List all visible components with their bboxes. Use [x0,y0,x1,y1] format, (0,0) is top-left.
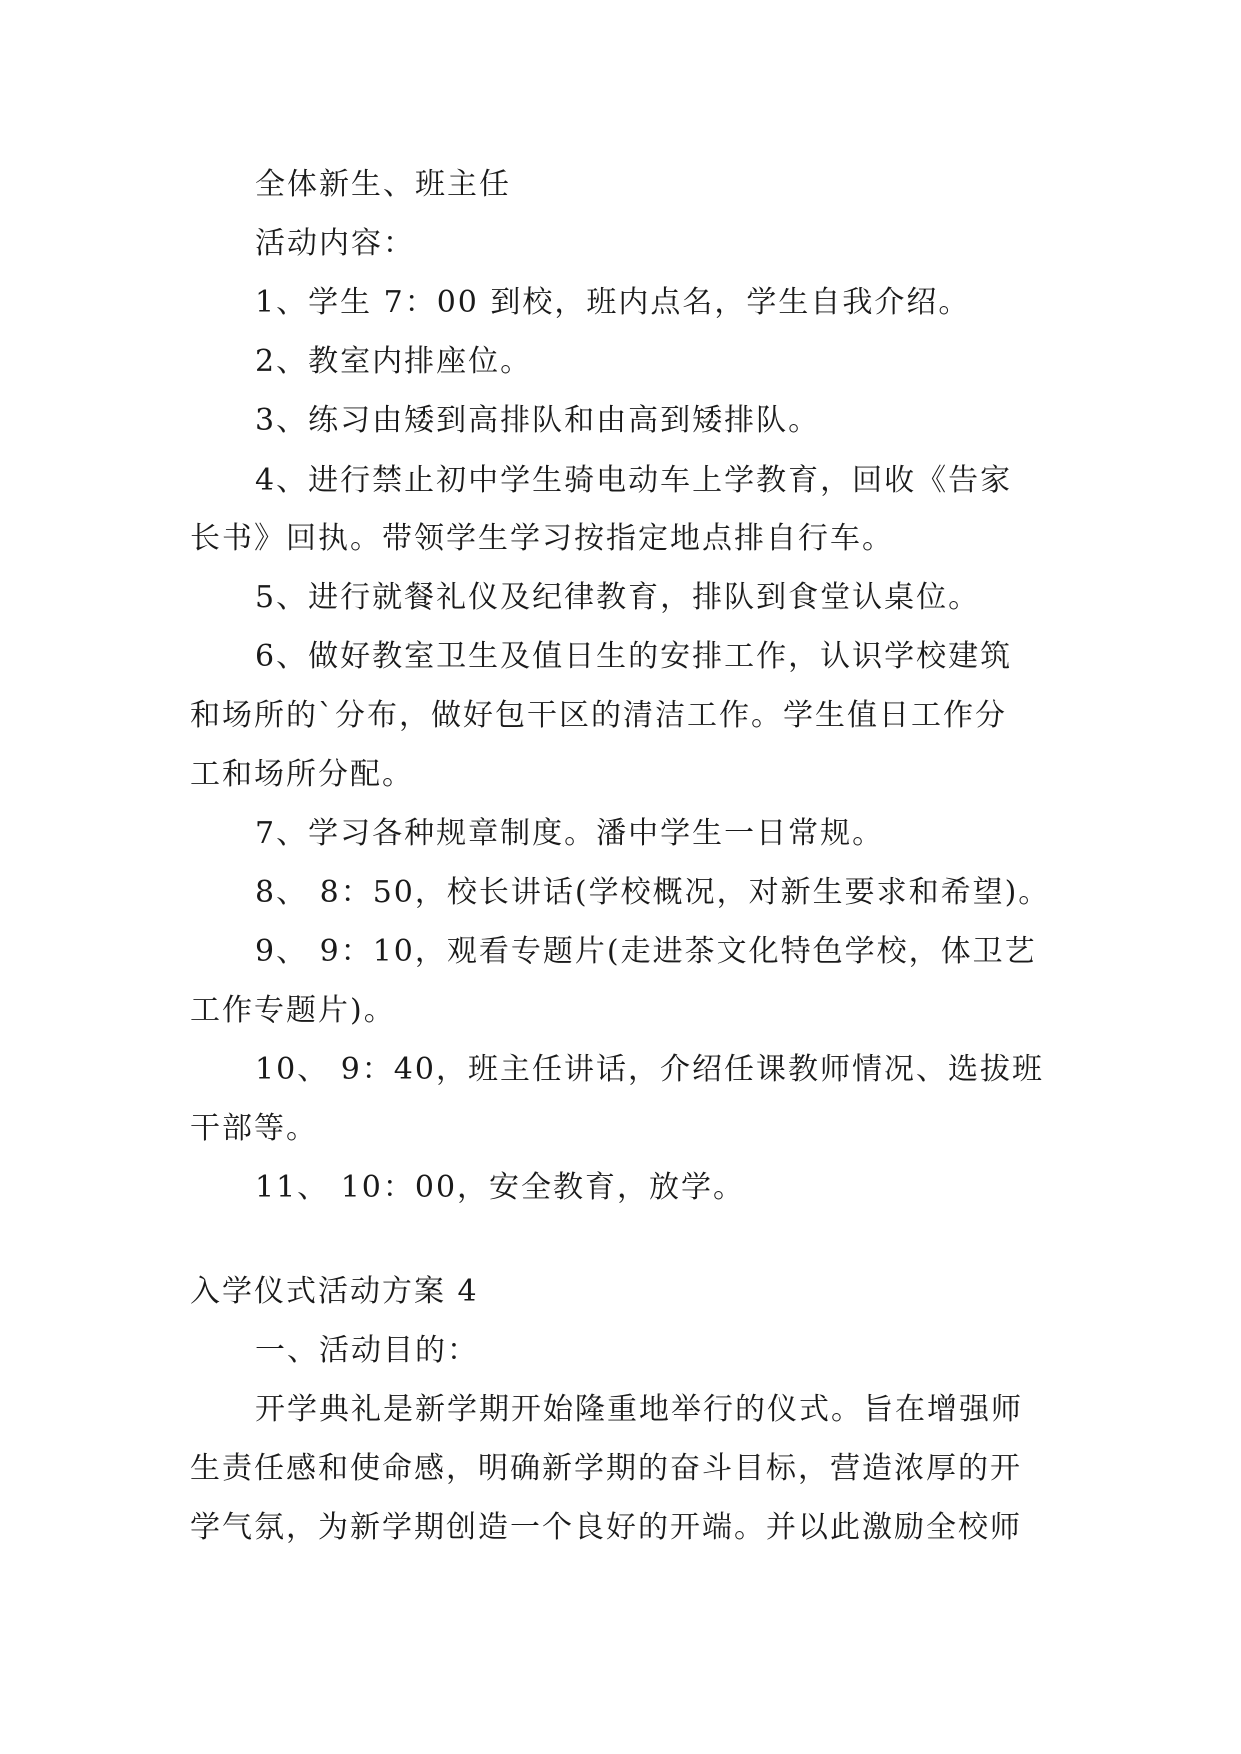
text-line-item-2: 2、教室内排座位。 [255,344,533,379]
text-line-item-6-cont-1: 和场所的`分布，做好包干区的清洁工作。学生值日工作分 [190,698,1007,733]
text-line-item-4-cont: 长书》回执。带领学生学习按指定地点排自行车。 [190,521,894,556]
text-line-item-9: 9、 9：10，观看专题片(走进茶文化特色学校，体卫艺 [255,934,1037,969]
paragraph-line-1: 开学典礼是新学期开始隆重地举行的仪式。旨在增强师 [255,1392,1023,1427]
text-line-item-10-cont: 干部等。 [190,1111,318,1146]
text-line-item-4: 4、进行禁止初中学生骑电动车上学教育，回收《告家 [255,463,1013,498]
text-line-item-9-cont: 工作专题片)。 [190,993,396,1028]
text-line-item-11: 11、 10：00，安全教育，放学。 [255,1170,746,1205]
text-line-activity-content-heading: 活动内容： [255,226,415,261]
paragraph-line-3: 学气氛，为新学期创造一个良好的开端。并以此激励全校师 [190,1510,1022,1545]
text-line-item-6: 6、做好教室卫生及值日生的安排工作，认识学校建筑 [255,639,1013,674]
text-line-item-7: 7、学习各种规章制度。潘中学生一日常规。 [255,816,885,851]
text-line-item-5: 5、进行就餐礼仪及纪律教育，排队到食堂认桌位。 [255,580,981,615]
text-line-item-6-cont-2: 工和场所分配。 [190,757,414,792]
paragraph-line-2: 生责任感和使命感，明确新学期的奋斗目标，营造浓厚的开 [190,1451,1022,1486]
text-line-item-10: 10、 9：40，班主任讲话，介绍任课教师情况、选拔班 [255,1052,1044,1087]
text-line-attendees: 全体新生、班主任 [255,167,511,202]
text-line-item-1: 1、学生 7：00 到校，班内点名，学生自我介绍。 [255,285,971,320]
text-line-item-3: 3、练习由矮到高排队和由高到矮排队。 [255,403,821,438]
text-line-item-8: 8、 8：50，校长讲话(学校概况，对新生要求和希望)。 [255,875,1051,910]
section-subheading: 一、活动目的： [255,1333,479,1368]
section-title: 入学仪式活动方案 4 [190,1274,479,1309]
